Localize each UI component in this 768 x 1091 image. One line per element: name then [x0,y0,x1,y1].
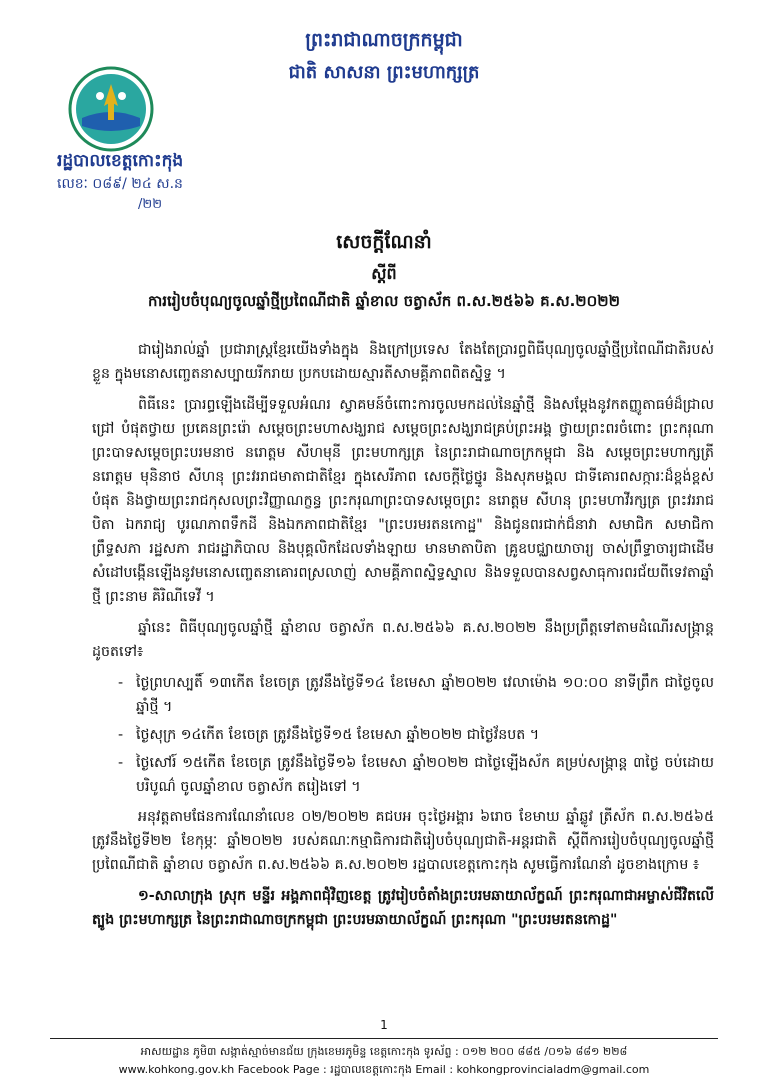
paragraph-2: ពិធីនេះ ប្រារព្ធឡើងដើម្បីទទួលអំណរ ស្វាគមន៍ចំពោះការចូលមកដល់នៃឆ្នាំថ្មី និងសម្តែងនូវកតញ្ញូតាធម៌ដ៏ជ្រាលជ្រៅ បំផុតថ្វាយ ប្រគេនព្រះរ៉ោ សម្តេចព្រះមហាសង្ឃរាជ សម្តេចព្រះសង្ឃរាជគ្រប់ព្រះអង្គ ថ្វាយព្រះពរចំពោះ ព្រះករុណា ព្រះបាទសម្តេចព្រះបរមនាថ នរោត្តម សីហមុនី ព្រះមហាក្សត្រ នៃព្រះរាជាណាចក្រកម្ពុជា និង សម្តេចព្រះមហាក្សត្រី នរោត្តម មុនិនាថ សីហនុ ព្រះវររាជមាតាជាតិខ្មែរ ក្នុងសេរីភាព សេចក្តីថ្លៃថ្នូរ និងសុភមង្គល ជាទីគោរពសក្ការៈដ៏ខ្ពង់ខ្ពស់បំផុត និងថ្វាយព្រះរាជកុសលព្រះវិញ្ញាណក្ខន្ធ ព្រះករុណាព្រះបាទសម្តេចព្រះ នរោត្តម សីហនុ ព្រះមហាវីរក្សត្រ ព្រះវររាជបិតា ឯករាជ្យ បូរណភាពទឹកដី និងឯកភាពជាតិខ្មែរ "ព្រះបរមរតនកោដ្ឋ" និងជូនពរជាក់ជ៏នាវា សមាជិក សមាជិកា ព្រឹទ្ធសភា រដ្ឋសភា រាជរដ្ឋាភិបាល និងបុគ្គលិកដែលទាំងឡាយ មានមាតាបិតា គ្រូឧបជ្ឈាយាចារ្យ ចាស់ព្រឹទ្ធាចារ្យជាដើម សំដៅបង្កើនឡើងនូវមនោសញ្ចេតនាគោរពស្រលាញ់ សាមគ្គីភាពស្និទ្ធស្នាល និងទទួលបានសព្វសាធុការពរជ័យពីទេវតាឆ្នាំថ្មី ព្រះនាម គិរិណីទេវី ។ [92,397,714,605]
list-item: - ថ្ងៃសៅរ៍ ១៥កើត ខែចេត្រ ត្រូវនឹងថ្ងៃទី១៦ ខែមេសា ឆ្នាំ២០២២ ជាថ្ងៃឡើងស័ក គម្រប់សង្ក្រាន្ត ៣ថ្ងៃ ចប់ដោយបរិបូណ៌ ចូលឆ្នាំខាល ចត្វាស័ក តរៀងទៅ ។ [136,751,714,799]
provincial-seal-logo [68,66,154,152]
list-item: - ថ្ងៃព្រហស្បតិ៍ ១៣កើត ខែចេត្រ ត្រូវនឹងថ្ងៃទី១៤ ខែមេសា ឆ្នាំ២០២២ វេលាម៉ោង ១០:០០ នាទីព្រឹក ជាថ្ងៃចូលឆ្នាំថ្មី ។ [136,671,714,719]
document-body [92,338,714,939]
paragraph-4: អនុវត្តតាមផែនការណែនាំលេខ ០២/២០២២ គជបអ ចុះថ្ងៃអង្គារ ៦រោច ខែមាឃ ឆ្នាំឆ្លូវ ត្រីស័ក ព.ស.២៥៦៥ ត្រូវនឹងថ្ងៃទី២២ ខែកុម្ភៈ ឆ្នាំ២០២២ របស់គណៈកម្មាធិការជាតិរៀបចំបុណ្យជាតិ-អន្តរជាតិ ស្តីពីការរៀបចំបុណ្យចូលឆ្នាំថ្មី ប្រពៃណីជាតិ ឆ្នាំខាល ចត្វាស័ក ព.ស.២៥៦៦ គ.ស.២០២២ រដ្ឋបាលខេត្តកោះកុង សូមធ្វើការណែនាំ ដូចខាងក្រោម ៖ [92,809,714,873]
page-number: 1 [380,1018,388,1032]
footer-address: អាសយដ្ឋាន ភូមិ៣ សង្កាត់ស្មាច់មានជ័យ ក្រុងខេមរភូមិន្ទ ខេត្តកោះកុង ទូរស័ព្ទ : ០១២ ២០០ ៨៨៥ /០១៦ ៨៨១ ២២៨ [140,1045,628,1058]
kingdom-heading: ព្រះរាជាណាចក្រកម្ពុជា [305,29,463,51]
document-subject-label: ស្តីពី [371,264,397,283]
reference-date: /២២ [138,197,163,212]
issuing-authority: រដ្ឋបាលខេត្តកោះកុង [57,151,184,171]
schedule-list [92,671,714,799]
paragraph-1: ជារៀងរាល់ឆ្នាំ ប្រជារាស្ត្រខ្មែរយើងទាំងក្នុង និងក្រៅប្រទេស តែងតែប្រារព្ធពិធីបុណ្យចូលឆ្នាំថ្មីប្រពៃណីជាតិរបស់ខ្លួន ក្នុងមនោសញ្ចេតនាសប្បាយរីករាយ ប្រកបដោយស្មារតីសាមគ្គីភាពពិតស្និទ្ធ ។ [92,342,714,382]
document-title: សេចក្តីណែនាំ [336,231,432,253]
footer-divider [50,1038,718,1039]
paragraph-5: ១-សាលាក្រុង ស្រុក មន្ទីរ អង្គភាពជុំវិញខេត្ត ត្រូវរៀបចំតាំងព្រះបរមឆាយាល័ក្ខណ៍ ព្រះករុណាជាអម្ចាស់ជីវិតលើត្បូង ព្រះមហាក្សត្រ នៃព្រះរាជាណាចក្រកម្ពុជា ព្រះបរមឆាយាល័ក្ខណ៍ ព្រះករុណា "ព្រះបរមរតនកោដ្ឋ" [92,888,714,928]
footer-contacts: www.kohkong.gov.kh Facebook Page : រដ្ឋបាលខេត្តកោះកុង Email : kohkongprovincialadm@gmail.com [118,1063,650,1076]
document-subject: ការរៀបចំបុណ្យចូលឆ្នាំថ្មីប្រពៃណីជាតិ ឆ្នាំខាល ចត្វាស័ក ព.ស.២៥៦៦ គ.ស.២០២២ [147,292,620,310]
paragraph-3: ឆ្នាំនេះ ពិធីបុណ្យចូលឆ្នាំថ្មី ឆ្នាំខាល ចត្វាស័ក ព.ស.២៥៦៦ គ.ស.២០២២ នឹងប្រព្រឹត្តទៅតាមដំណើរសង្ក្រាន្ត ដូចតទៅ៖ [92,620,714,660]
list-item: - ថ្ងៃសុក្រ ១៤កើត ខែចេត្រ ត្រូវនឹងថ្ងៃទី១៥ ខែមេសា ឆ្នាំ២០២២ ជាថ្ងៃវ័នបត ។ [136,723,714,747]
motto-heading: ជាតិ សាសនា ព្រះមហាក្សត្រ [288,62,480,83]
reference-number: លេខៈ ០៨៩/ ២៤ ស.ន [57,176,183,192]
